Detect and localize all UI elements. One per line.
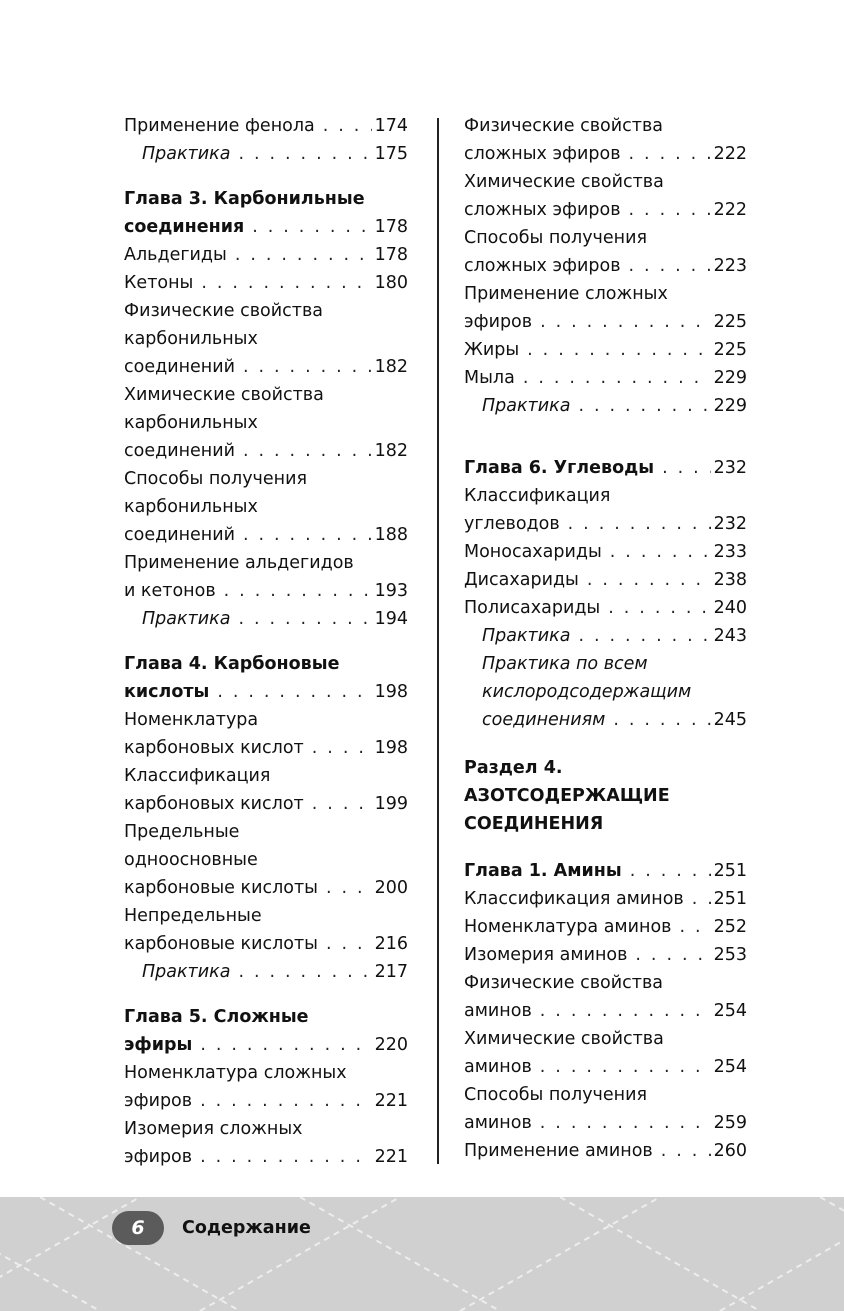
- page-number: 240: [713, 598, 747, 618]
- page-number: 229: [713, 368, 747, 388]
- toc-entry-line: Практика по всем: [482, 654, 648, 674]
- page-number: 253: [713, 945, 747, 965]
- chapter-heading-tail: кислоты . . . 198: [124, 678, 408, 706]
- page-number: 199: [374, 794, 408, 814]
- page-number: 198: [374, 682, 408, 702]
- column-divider: [437, 118, 439, 1164]
- page-number: 229: [713, 396, 747, 416]
- toc-entry-practice: Практика . . . 229: [464, 392, 747, 420]
- toc-entry: Номенклатура аминов . . . 252: [464, 913, 747, 941]
- toc-entry: карбоновых кислот . . . 198: [124, 734, 408, 762]
- toc-entry-line: Номенклатура: [124, 710, 259, 730]
- chapter-heading: Глава 3. Карбонильные: [124, 189, 365, 209]
- page-number: 225: [713, 340, 747, 360]
- page-number: 223: [713, 256, 747, 276]
- page-number: 193: [374, 581, 408, 601]
- toc-entry: Применение аминов . . . 260: [464, 1137, 747, 1165]
- toc-entry-line: Химические свойства: [464, 1029, 664, 1049]
- page-number-badge: 6: [112, 1211, 164, 1245]
- page-number: 233: [713, 542, 747, 562]
- toc-entry: эфиров . . . 225: [464, 308, 747, 336]
- page-number: 180: [374, 273, 408, 293]
- chapter-heading: Глава 4. Карбоновые: [124, 654, 340, 674]
- toc-entry: эфиров . . . 221: [124, 1087, 408, 1115]
- toc-entry-line: Химические свойства: [464, 172, 664, 192]
- toc-entry-line: одноосновные: [124, 850, 258, 870]
- toc-entry: аминов . . . 259: [464, 1109, 747, 1137]
- chapter-heading-tail: эфиры . . . 220: [124, 1031, 408, 1059]
- toc-entry: сложных эфиров . . . 222: [464, 196, 747, 224]
- toc-entry: аминов . . . 254: [464, 1053, 747, 1081]
- toc-entry: Мыла . . . 229: [464, 364, 747, 392]
- toc-entry: эфиров . . . 221: [124, 1143, 408, 1171]
- toc-entry-line: Предельные: [124, 822, 240, 842]
- toc-entry-practice: соединениям . . . 245: [464, 706, 747, 734]
- toc-entry-line: Применение сложных: [464, 284, 668, 304]
- page-number: 221: [374, 1091, 408, 1111]
- toc-entry: углеводов . . . 232: [464, 510, 747, 538]
- page-number: 182: [374, 357, 408, 377]
- toc-entry-line: Классификация: [464, 486, 611, 506]
- toc-entry-line: Номенклатура сложных: [124, 1063, 347, 1083]
- toc-entry: карбоновые кислоты . . . 200: [124, 874, 408, 902]
- toc-entry: Классификация аминов . . . 251: [464, 885, 747, 913]
- page-number: 260: [713, 1141, 747, 1161]
- page-number: 194: [374, 609, 408, 629]
- page-number: 178: [374, 245, 408, 265]
- page-number: 232: [713, 458, 747, 478]
- page-number: 251: [713, 889, 747, 909]
- toc-entry: Альдегиды . . . 178: [124, 241, 408, 269]
- page-number: 245: [713, 710, 747, 730]
- toc-entry-line: Физические свойства: [464, 973, 663, 993]
- toc-entry-line: карбонильных: [124, 413, 258, 433]
- toc-entry-line: карбонильных: [124, 497, 258, 517]
- toc-entry: Моносахариды . . . 233: [464, 538, 747, 566]
- page-number: 217: [374, 962, 408, 982]
- toc-entry: сложных эфиров . . . 223: [464, 252, 747, 280]
- page-number: 175: [374, 144, 408, 164]
- page-number: 232: [713, 514, 747, 534]
- page-number: 200: [374, 878, 408, 898]
- page-footer: [0, 1197, 844, 1311]
- toc-entry: Изомерия аминов . . . 253: [464, 941, 747, 969]
- toc-entry: аминов . . . 254: [464, 997, 747, 1025]
- running-title: Содержание: [182, 1218, 311, 1238]
- toc-entry: Полисахариды . . . 240: [464, 594, 747, 622]
- toc-right-column: [464, 112, 747, 1165]
- page-number: 178: [374, 217, 408, 237]
- toc-entry-line: Непредельные: [124, 906, 262, 926]
- toc-entry-line: кислородсодержащим: [482, 682, 692, 702]
- toc-entry-line: Способы получения: [464, 1085, 648, 1105]
- page-number: 254: [713, 1001, 747, 1021]
- toc-entry: соединений . . . 182: [124, 437, 408, 465]
- toc-entry-practice: Практика . . . 175: [124, 140, 408, 168]
- toc-entry: Жиры . . . 225: [464, 336, 747, 364]
- toc-entry: карбоновых кислот . . . 199: [124, 790, 408, 818]
- page-number: 252: [713, 917, 747, 937]
- page-number: 222: [713, 200, 747, 220]
- page-number: 238: [713, 570, 747, 590]
- toc-entry: соединений . . . 182: [124, 353, 408, 381]
- toc-entry: Дисахариды . . . 238: [464, 566, 747, 594]
- toc-entry-line: Химические свойства: [124, 385, 324, 405]
- page-number: 222: [713, 144, 747, 164]
- section-heading: Раздел 4.: [464, 758, 563, 778]
- page-number: 221: [374, 1147, 408, 1167]
- page-number: 182: [374, 441, 408, 461]
- chapter-heading-tail: соединения . . . 178: [124, 213, 408, 241]
- toc-entry-practice: Практика . . . 217: [124, 958, 408, 986]
- toc-entry-line: Классификация: [124, 766, 271, 786]
- toc-entry-line: Способы получения: [124, 469, 308, 489]
- toc-entry: сложных эфиров . . . 222: [464, 140, 747, 168]
- page-number: 225: [713, 312, 747, 332]
- page-number: 251: [713, 861, 747, 881]
- toc-left-column: [124, 112, 408, 1171]
- page-number: 188: [374, 525, 408, 545]
- toc-entry: и кетонов . . . 193: [124, 577, 408, 605]
- toc-entry: Применение фенола . . . 174: [124, 112, 408, 140]
- page-number: 259: [713, 1113, 747, 1133]
- toc-entry-line: карбонильных: [124, 329, 258, 349]
- toc-entry-practice: Практика . . . 194: [124, 605, 408, 633]
- toc-entry-line: Изомерия сложных: [124, 1119, 303, 1139]
- chapter-heading: Глава 5. Сложные: [124, 1007, 309, 1027]
- page-number: 174: [374, 116, 408, 136]
- page-number: 198: [374, 738, 408, 758]
- toc-entry: Кетоны . . . 180: [124, 269, 408, 297]
- toc-entry: карбоновые кислоты . . . 216: [124, 930, 408, 958]
- toc-entry-line: Применение альдегидов: [124, 553, 354, 573]
- section-heading: АЗОТСОДЕРЖАЩИЕ: [464, 786, 670, 806]
- toc-entry-line: Физические свойства: [124, 301, 323, 321]
- chapter-heading: Глава 1. Амины . . . 251: [464, 857, 747, 885]
- page-number: 216: [374, 934, 408, 954]
- section-heading: СОЕДИНЕНИЯ: [464, 814, 604, 834]
- toc-entry-line: Физические свойства: [464, 116, 663, 136]
- toc-entry: соединений . . . 188: [124, 521, 408, 549]
- chapter-heading: Глава 6. Углеводы . . . 232: [464, 454, 747, 482]
- page-number: 243: [713, 626, 747, 646]
- toc-entry-practice: Практика . . . 243: [464, 622, 747, 650]
- toc-entry-line: Способы получения: [464, 228, 648, 248]
- page-number: 220: [374, 1035, 408, 1055]
- page-number: 254: [713, 1057, 747, 1077]
